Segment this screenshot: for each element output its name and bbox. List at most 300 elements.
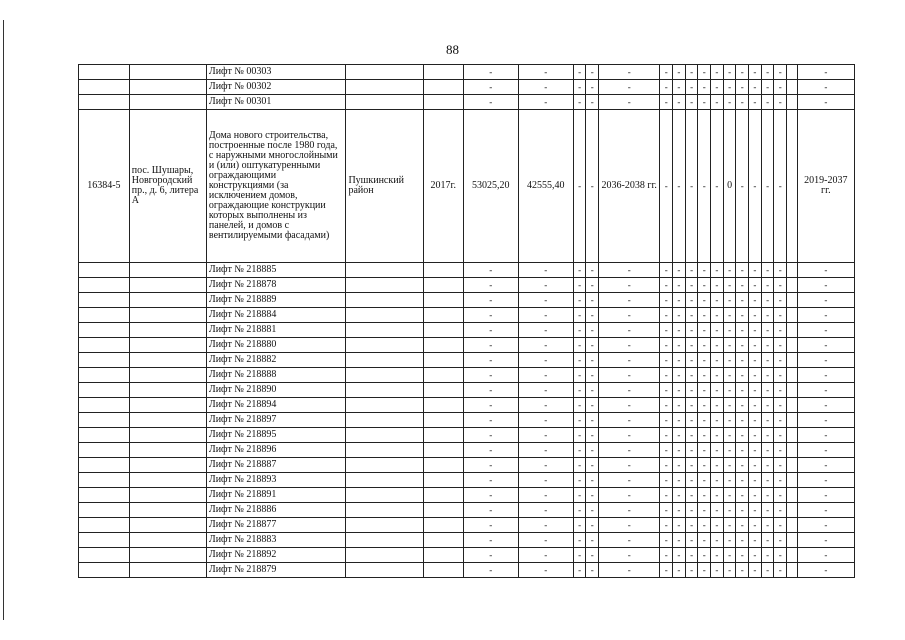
dash-cell: - xyxy=(685,563,698,578)
dash-cell: - xyxy=(518,443,573,458)
dash-cell: - xyxy=(749,263,762,278)
dash-cell: - xyxy=(673,338,686,353)
dash-cell: - xyxy=(673,353,686,368)
empty-cell xyxy=(787,80,798,95)
dash-cell: - xyxy=(463,533,518,548)
empty-cell xyxy=(129,458,206,473)
empty-cell xyxy=(787,338,798,353)
empty-cell xyxy=(346,518,423,533)
dash-cell: - xyxy=(685,323,698,338)
empty-cell xyxy=(423,323,463,338)
dash-cell: - xyxy=(698,383,711,398)
empty-cell xyxy=(787,563,798,578)
dash-cell: - xyxy=(761,95,774,110)
lift-name: Лифт № 218880 xyxy=(206,338,346,353)
empty-cell xyxy=(423,488,463,503)
registry-table xyxy=(78,64,855,578)
dash-cell: - xyxy=(586,458,599,473)
dash-cell: - xyxy=(660,473,673,488)
dash-cell: - xyxy=(599,80,660,95)
dash-cell: - xyxy=(761,533,774,548)
dash-cell: - xyxy=(463,338,518,353)
dash-cell: - xyxy=(736,293,749,308)
empty-cell xyxy=(79,323,130,338)
dash-cell: - xyxy=(586,308,599,323)
dash-cell: - xyxy=(518,80,573,95)
empty-cell xyxy=(79,80,130,95)
dash-cell: - xyxy=(685,473,698,488)
dash-cell: - xyxy=(660,488,673,503)
dash-cell: - xyxy=(463,443,518,458)
dash-cell: - xyxy=(573,80,586,95)
dash-cell: - xyxy=(797,488,854,503)
empty-cell xyxy=(129,443,206,458)
dash-cell: - xyxy=(711,488,724,503)
dash-cell: - xyxy=(736,533,749,548)
dash-cell: - xyxy=(711,323,724,338)
dash-cell: - xyxy=(586,473,599,488)
dash-cell: - xyxy=(463,353,518,368)
d4-cell: - xyxy=(698,110,711,263)
d9-cell: - xyxy=(761,110,774,263)
dash-cell: - xyxy=(723,533,736,548)
dash-cell: - xyxy=(660,548,673,563)
lift-name: Лифт № 218892 xyxy=(206,548,346,563)
dash-cell: - xyxy=(761,428,774,443)
lift-row xyxy=(79,353,855,368)
dash-cell: - xyxy=(599,353,660,368)
dash-cell: - xyxy=(673,80,686,95)
dash-cell: - xyxy=(518,548,573,563)
dash-cell: - xyxy=(774,533,787,548)
lift-name: Лифт № 218882 xyxy=(206,353,346,368)
dash-cell: - xyxy=(660,308,673,323)
empty-cell xyxy=(787,398,798,413)
lift-name: Лифт № 218884 xyxy=(206,308,346,323)
empty-cell xyxy=(129,413,206,428)
dash-cell: - xyxy=(660,95,673,110)
empty-cell xyxy=(79,308,130,323)
dash-cell: - xyxy=(723,323,736,338)
dash-cell: - xyxy=(673,488,686,503)
empty-cell xyxy=(787,95,798,110)
dash-cell: - xyxy=(749,323,762,338)
dash-cell: - xyxy=(698,503,711,518)
dash-cell: - xyxy=(723,518,736,533)
dash-cell: - xyxy=(599,428,660,443)
empty-cell xyxy=(787,65,798,80)
area-living-cell: 42555,40 xyxy=(518,110,573,263)
dash-cell: - xyxy=(749,95,762,110)
dash-cell: - xyxy=(518,278,573,293)
dash-cell: - xyxy=(749,398,762,413)
empty-cell xyxy=(787,488,798,503)
lift-name: Лифт № 218891 xyxy=(206,488,346,503)
empty-cell xyxy=(346,398,423,413)
empty-cell xyxy=(346,488,423,503)
empty-cell xyxy=(787,548,798,563)
dash-cell: - xyxy=(761,338,774,353)
dash-cell: - xyxy=(685,398,698,413)
dash-cell: - xyxy=(761,65,774,80)
empty-cell xyxy=(79,293,130,308)
dash-cell: - xyxy=(711,443,724,458)
lift-row xyxy=(79,428,855,443)
dash-cell: - xyxy=(797,563,854,578)
dash-cell: - xyxy=(723,473,736,488)
dash-cell: - xyxy=(518,293,573,308)
dash-cell: - xyxy=(685,458,698,473)
dash-cell: - xyxy=(774,563,787,578)
dash-cell: - xyxy=(797,353,854,368)
dash-cell: - xyxy=(698,353,711,368)
dash-cell: - xyxy=(698,428,711,443)
empty-cell xyxy=(787,533,798,548)
description-cell: Дома нового строительства, построенные после 1980 года, с наружными многослойными и (или) оштукатуренными ограждающими конструкциями (за исключением домов, ограждающие конструкции которых выполнены из панелей, и домов с вентилируемыми фасадами) xyxy=(206,110,346,263)
dash-cell: - xyxy=(736,548,749,563)
dash-cell: - xyxy=(723,413,736,428)
dash-cell: - xyxy=(685,383,698,398)
dash-cell: - xyxy=(774,488,787,503)
lift-row xyxy=(79,293,855,308)
dash-cell: - xyxy=(673,533,686,548)
dash-cell: - xyxy=(797,263,854,278)
dash-cell: - xyxy=(761,548,774,563)
empty-cell xyxy=(346,338,423,353)
empty-cell xyxy=(79,443,130,458)
empty-cell xyxy=(787,443,798,458)
d8-cell: - xyxy=(749,110,762,263)
dash-cell: - xyxy=(797,518,854,533)
dash-cell: - xyxy=(723,488,736,503)
empty-cell xyxy=(79,413,130,428)
dash-cell: - xyxy=(761,308,774,323)
dash-cell: - xyxy=(673,398,686,413)
d5-cell: - xyxy=(711,110,724,263)
dash-cell: - xyxy=(723,368,736,383)
empty-cell xyxy=(423,428,463,443)
dash-cell: - xyxy=(749,503,762,518)
dash-cell: - xyxy=(685,428,698,443)
dash-cell: - xyxy=(797,458,854,473)
empty-cell xyxy=(129,353,206,368)
dash-cell: - xyxy=(711,293,724,308)
dash-cell: - xyxy=(673,548,686,563)
dash-cell: - xyxy=(761,413,774,428)
empty-cell xyxy=(423,533,463,548)
dash-cell: - xyxy=(736,458,749,473)
lift-name: Лифт № 218888 xyxy=(206,368,346,383)
empty-cell xyxy=(79,368,130,383)
dash-cell: - xyxy=(723,263,736,278)
dash-cell: - xyxy=(599,65,660,80)
empty-cell xyxy=(787,473,798,488)
dash-cell: - xyxy=(761,473,774,488)
empty-cell xyxy=(129,383,206,398)
empty-cell xyxy=(129,533,206,548)
empty-cell xyxy=(79,338,130,353)
lift-row xyxy=(79,80,855,95)
dash-cell: - xyxy=(573,278,586,293)
dash-cell: - xyxy=(660,518,673,533)
dash-cell: - xyxy=(586,95,599,110)
empty-cell xyxy=(423,548,463,563)
empty-cell xyxy=(423,518,463,533)
empty-cell xyxy=(346,95,423,110)
dash-cell: - xyxy=(774,368,787,383)
dash-cell: - xyxy=(518,533,573,548)
empty-cell xyxy=(129,80,206,95)
dash-cell: - xyxy=(797,338,854,353)
dash-cell: - xyxy=(660,65,673,80)
empty-cell xyxy=(129,488,206,503)
dash-cell: - xyxy=(573,413,586,428)
dash-cell: - xyxy=(723,458,736,473)
dash-cell: - xyxy=(797,548,854,563)
dash-cell: - xyxy=(774,263,787,278)
lift-row xyxy=(79,308,855,323)
empty-cell xyxy=(423,473,463,488)
empty-cell xyxy=(423,503,463,518)
empty-cell xyxy=(423,383,463,398)
dash-cell: - xyxy=(774,383,787,398)
dash-cell: - xyxy=(660,563,673,578)
dash-cell: - xyxy=(711,518,724,533)
dash-cell: - xyxy=(774,293,787,308)
empty-cell xyxy=(787,353,798,368)
dash-cell: - xyxy=(573,503,586,518)
dash-cell: - xyxy=(673,95,686,110)
dash-cell: - xyxy=(774,473,787,488)
dash-cell: - xyxy=(761,368,774,383)
dash-cell: - xyxy=(586,548,599,563)
dash-cell: - xyxy=(586,353,599,368)
dash-cell: - xyxy=(711,428,724,443)
dash-cell: - xyxy=(723,503,736,518)
dash-cell: - xyxy=(518,473,573,488)
lift-row xyxy=(79,65,855,80)
dash-cell: - xyxy=(660,413,673,428)
dash-cell: - xyxy=(586,428,599,443)
dash-cell: - xyxy=(518,458,573,473)
empty-cell xyxy=(423,368,463,383)
dash-cell: - xyxy=(711,413,724,428)
dash-cell: - xyxy=(685,443,698,458)
period-last-cell: 2019-2037 гг. xyxy=(797,110,854,263)
lift-name: Лифт № 218895 xyxy=(206,428,346,443)
dash-cell: - xyxy=(698,473,711,488)
dash-cell: - xyxy=(736,443,749,458)
dash-cell: - xyxy=(573,518,586,533)
dash-cell: - xyxy=(599,368,660,383)
dash-cell: - xyxy=(711,473,724,488)
dash-cell: - xyxy=(761,80,774,95)
dash-cell: - xyxy=(573,458,586,473)
main-row xyxy=(79,110,855,263)
dash-cell: - xyxy=(761,293,774,308)
empty-cell xyxy=(129,503,206,518)
dash-cell: - xyxy=(698,293,711,308)
empty-cell xyxy=(129,95,206,110)
dash-cell: - xyxy=(723,353,736,368)
dash-cell: - xyxy=(573,398,586,413)
dash-cell: - xyxy=(463,413,518,428)
dash-cell: - xyxy=(685,278,698,293)
lift-name: Лифт № 218897 xyxy=(206,413,346,428)
empty-cell xyxy=(129,278,206,293)
empty-cell xyxy=(346,80,423,95)
dash-cell: - xyxy=(685,413,698,428)
dash-cell: - xyxy=(774,278,787,293)
dash-cell: - xyxy=(736,65,749,80)
lift-name: Лифт № 218885 xyxy=(206,263,346,278)
empty-cell xyxy=(129,338,206,353)
dash-cell: - xyxy=(599,323,660,338)
dash-cell: - xyxy=(723,293,736,308)
table-body-top xyxy=(79,65,855,110)
lift-row xyxy=(79,263,855,278)
empty-cell xyxy=(423,563,463,578)
dash-cell: - xyxy=(711,353,724,368)
lift-row xyxy=(79,488,855,503)
dash-cell: - xyxy=(736,473,749,488)
dash-cell: - xyxy=(586,533,599,548)
dash-cell: - xyxy=(711,383,724,398)
dash-cell: - xyxy=(723,443,736,458)
dash-cell: - xyxy=(573,548,586,563)
dash-cell: - xyxy=(774,503,787,518)
empty-cell xyxy=(423,293,463,308)
dash-cell: - xyxy=(518,428,573,443)
dash-cell: - xyxy=(698,65,711,80)
dash-cell: - xyxy=(749,80,762,95)
dash-cell: - xyxy=(736,413,749,428)
empty-cell xyxy=(79,95,130,110)
dash-cell: - xyxy=(463,278,518,293)
empty-cell xyxy=(423,398,463,413)
empty-cell xyxy=(129,65,206,80)
dash-cell: - xyxy=(723,428,736,443)
dash-cell: - xyxy=(586,65,599,80)
dash-cell: - xyxy=(518,563,573,578)
dash-cell: - xyxy=(711,458,724,473)
dash-cell: - xyxy=(673,503,686,518)
empty-cell xyxy=(79,428,130,443)
lift-row xyxy=(79,563,855,578)
dash-cell: - xyxy=(797,473,854,488)
dash-cell: - xyxy=(518,518,573,533)
dash-cell: - xyxy=(586,518,599,533)
dash-cell: - xyxy=(586,488,599,503)
empty-cell xyxy=(423,263,463,278)
dash-cell: - xyxy=(749,353,762,368)
dash-cell: - xyxy=(573,323,586,338)
empty-cell xyxy=(423,338,463,353)
dash-cell: - xyxy=(586,338,599,353)
dash-cell: - xyxy=(749,443,762,458)
year-cell: 2017г. xyxy=(423,110,463,263)
lift-name: Лифт № 218893 xyxy=(206,473,346,488)
dash-cell: - xyxy=(573,95,586,110)
dash-cell: - xyxy=(573,488,586,503)
dash-cell: - xyxy=(761,263,774,278)
dash-cell: - xyxy=(797,398,854,413)
dash-cell: - xyxy=(685,503,698,518)
dash-cell: - xyxy=(774,398,787,413)
empty-cell xyxy=(787,278,798,293)
dash-cell: - xyxy=(761,398,774,413)
empty-cell xyxy=(787,518,798,533)
dash-cell: - xyxy=(723,398,736,413)
dash-cell: - xyxy=(586,443,599,458)
empty-cell xyxy=(129,428,206,443)
lift-name: Лифт № 00303 xyxy=(206,65,346,80)
dash-cell: - xyxy=(749,563,762,578)
lift-name: Лифт № 218896 xyxy=(206,443,346,458)
dash-cell: - xyxy=(586,293,599,308)
dash-cell: - xyxy=(599,488,660,503)
empty-cell xyxy=(129,323,206,338)
empty-cell xyxy=(129,368,206,383)
dash-cell: - xyxy=(463,308,518,323)
empty-cell xyxy=(423,353,463,368)
dash-cell: - xyxy=(698,278,711,293)
dash-cell: - xyxy=(711,398,724,413)
c9-cell: - xyxy=(586,110,599,263)
dash-cell: - xyxy=(749,368,762,383)
empty-cell xyxy=(79,518,130,533)
dash-cell: - xyxy=(673,278,686,293)
dash-cell: - xyxy=(797,308,854,323)
lift-row xyxy=(79,413,855,428)
dash-cell: - xyxy=(736,323,749,338)
dash-cell: - xyxy=(673,458,686,473)
dash-cell: - xyxy=(573,263,586,278)
period-main-cell: 2036-2038 гг. xyxy=(599,110,660,263)
dash-cell: - xyxy=(685,353,698,368)
dash-cell: - xyxy=(586,263,599,278)
dash-cell: - xyxy=(660,293,673,308)
dash-cell: - xyxy=(463,368,518,383)
lift-row xyxy=(79,518,855,533)
empty-cell xyxy=(79,383,130,398)
dash-cell: - xyxy=(711,278,724,293)
row-id: 16384-5 xyxy=(79,110,130,263)
dash-cell: - xyxy=(599,338,660,353)
empty-cell xyxy=(79,353,130,368)
dash-cell: - xyxy=(518,383,573,398)
dash-cell: - xyxy=(463,293,518,308)
empty-cell xyxy=(129,308,206,323)
dash-cell: - xyxy=(573,443,586,458)
empty-cell xyxy=(129,293,206,308)
dash-cell: - xyxy=(698,548,711,563)
empty-cell xyxy=(346,533,423,548)
dash-cell: - xyxy=(586,80,599,95)
empty-cell xyxy=(787,413,798,428)
dash-cell: - xyxy=(660,383,673,398)
dash-cell: - xyxy=(749,458,762,473)
dash-cell: - xyxy=(761,458,774,473)
dash-cell: - xyxy=(698,533,711,548)
dash-cell: - xyxy=(685,548,698,563)
empty-cell xyxy=(787,503,798,518)
dash-cell: - xyxy=(586,398,599,413)
dash-cell: - xyxy=(698,518,711,533)
empty-cell xyxy=(346,548,423,563)
empty-cell xyxy=(423,308,463,323)
dash-cell: - xyxy=(736,353,749,368)
